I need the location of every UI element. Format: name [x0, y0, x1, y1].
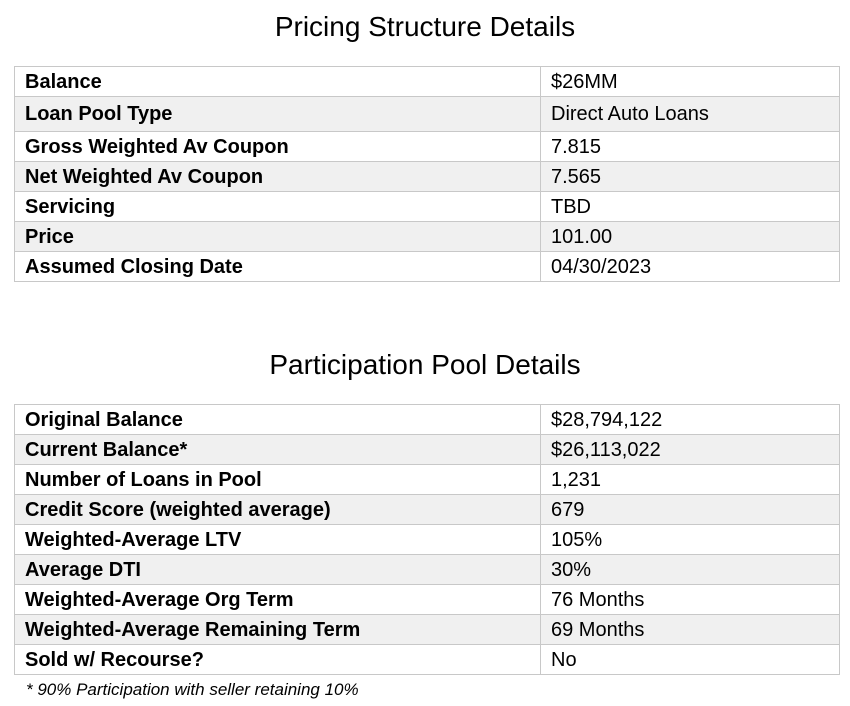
row-label-original-balance: Original Balance	[15, 405, 541, 435]
row-value-remaining-term: 69 Months	[541, 615, 840, 645]
row-label-price: Price	[15, 222, 541, 252]
row-label-dti: Average DTI	[15, 555, 541, 585]
row-label-balance: Balance	[15, 67, 541, 97]
table-row	[15, 222, 840, 252]
row-value-credit-score: 679	[541, 495, 840, 525]
table-row	[15, 525, 840, 555]
row-label-net-wac: Net Weighted Av Coupon	[15, 162, 541, 192]
table-row	[15, 645, 840, 675]
table-row	[15, 495, 840, 525]
row-label-credit-score: Credit Score (weighted average)	[15, 495, 541, 525]
row-value-original-balance: $28,794,122	[541, 405, 840, 435]
row-label-ltv: Weighted-Average LTV	[15, 525, 541, 555]
row-value-balance: $26MM	[541, 67, 840, 97]
row-value-org-term: 76 Months	[541, 585, 840, 615]
table-row	[15, 585, 840, 615]
row-label-current-balance: Current Balance*	[15, 435, 541, 465]
row-value-ltv: 105%	[541, 525, 840, 555]
row-label-servicing: Servicing	[15, 192, 541, 222]
row-value-net-wac: 7.565	[541, 162, 840, 192]
pricing-structure-table	[14, 66, 840, 282]
table-row	[15, 555, 840, 585]
row-value-dti: 30%	[541, 555, 840, 585]
row-label-remaining-term: Weighted-Average Remaining Term	[15, 615, 541, 645]
row-value-loan-pool-type: Direct Auto Loans	[541, 97, 840, 132]
table-row	[15, 252, 840, 282]
table-row	[15, 192, 840, 222]
table-row	[15, 132, 840, 162]
participation-pool-table	[14, 404, 840, 675]
row-value-servicing: TBD	[541, 192, 840, 222]
row-value-current-balance: $26,113,022	[541, 435, 840, 465]
participation-pool-title: Participation Pool Details	[269, 349, 581, 380]
table-row	[15, 405, 840, 435]
row-value-price: 101.00	[541, 222, 840, 252]
footnote: * 90% Participation with seller retaining 10%	[26, 680, 359, 699]
row-value-gross-wac: 7.815	[541, 132, 840, 162]
table-row	[15, 67, 840, 97]
row-value-recourse: No	[541, 645, 840, 675]
table-row	[15, 97, 840, 132]
row-value-number-of-loans: 1,231	[541, 465, 840, 495]
row-label-closing-date: Assumed Closing Date	[15, 252, 541, 282]
table-row	[15, 435, 840, 465]
row-label-gross-wac: Gross Weighted Av Coupon	[15, 132, 541, 162]
table-row	[15, 465, 840, 495]
table-row	[15, 162, 840, 192]
pricing-structure-title: Pricing Structure Details	[274, 11, 576, 42]
table-row	[15, 615, 840, 645]
row-label-loan-pool-type: Loan Pool Type	[15, 97, 541, 132]
row-label-number-of-loans: Number of Loans in Pool	[15, 465, 541, 495]
row-label-recourse: Sold w/ Recourse?	[15, 645, 541, 675]
row-label-org-term: Weighted-Average Org Term	[15, 585, 541, 615]
row-value-closing-date: 04/30/2023	[541, 252, 840, 282]
